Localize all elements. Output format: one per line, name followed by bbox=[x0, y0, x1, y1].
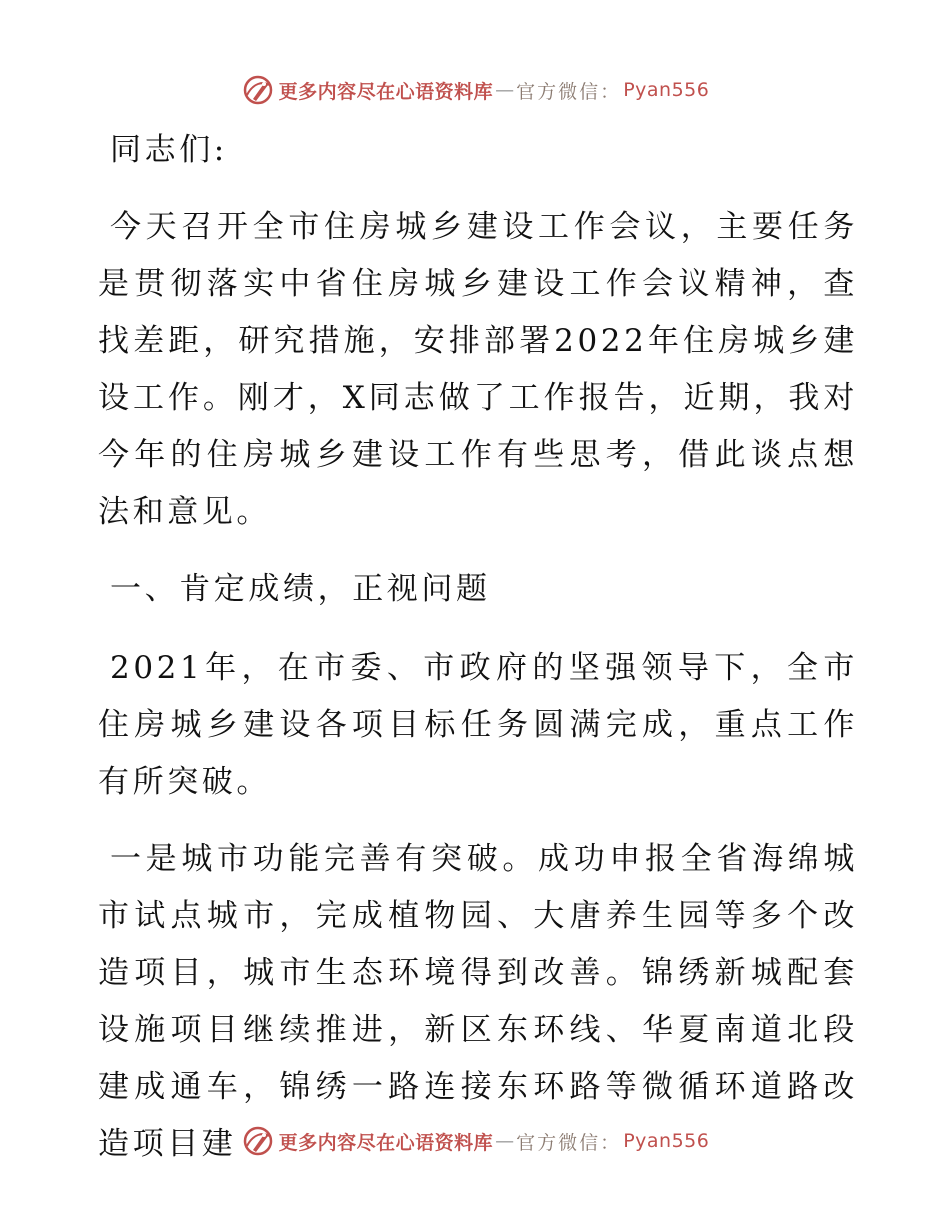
watermark-dash: — bbox=[495, 1130, 515, 1152]
section-heading-1: 一、肯定成绩，正视问题 bbox=[110, 571, 491, 607]
watermark-separator: ： bbox=[600, 80, 620, 103]
watermark-separator: ： bbox=[600, 1131, 620, 1154]
header-watermark bbox=[0, 70, 950, 110]
watermark-wechat-id: Pyan556 bbox=[623, 1130, 710, 1152]
pen-swirl-icon bbox=[241, 1124, 275, 1158]
document-body bbox=[98, 122, 858, 1193]
watermark-official-label: 官方微信 bbox=[516, 1131, 601, 1154]
footer-watermark bbox=[0, 1121, 950, 1161]
watermark-wechat-id: Pyan556 bbox=[623, 79, 710, 101]
paragraph-city-function: 一是城市功能完善有突破。成功申报全省海绵城市试点城市，完成植物园、大唐养生园等多个改造项目，城市生态环境得到改善。锦绣新城配套设施项目继续推进，新区东环线、华夏南道北段建成通车，锦绣一路连接东环路等微循环道路改造项目建 bbox=[98, 841, 858, 1162]
paragraph-intro: 今天召开全市住房城乡建设工作会议，主要任务是贯彻落实中省住房城乡建设工作会议精神，查找差距，研究措施，安排部署2022年住房城乡建设工作。刚才，X同志做了工作报告，近期，我对今年的住房城乡建设工作有些思考，借此谈点想法和意见。 bbox=[98, 209, 858, 530]
watermark-brand: 更多内容尽在心语资料库 bbox=[278, 80, 494, 103]
watermark-brand: 更多内容尽在心语资料库 bbox=[278, 1131, 494, 1154]
paragraph-achievements: 2021年，在市委、市政府的坚强领导下，全市住房城乡建设各项目标任务圆满完成，重点工作有所突破。 bbox=[98, 650, 858, 800]
watermark-dash: — bbox=[495, 79, 515, 101]
salutation: 同志们: bbox=[110, 132, 228, 168]
pen-swirl-icon bbox=[241, 73, 275, 107]
watermark-official-label: 官方微信 bbox=[516, 80, 601, 103]
